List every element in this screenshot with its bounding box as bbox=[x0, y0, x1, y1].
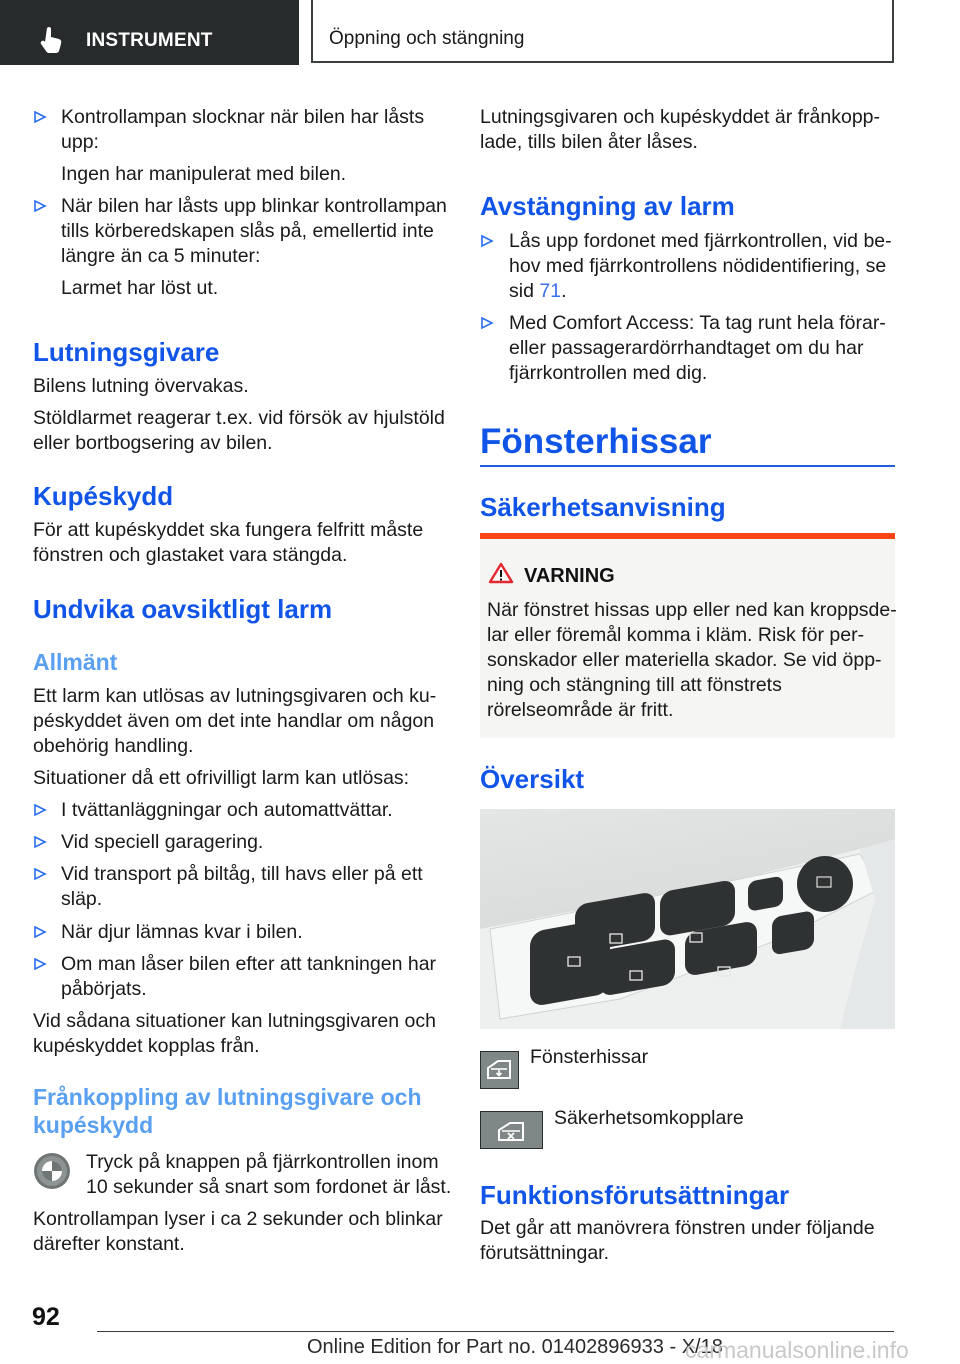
paragraph-line: kupéskyddet kopplas från. bbox=[33, 1035, 260, 1057]
door-panel-illustration bbox=[480, 809, 895, 1029]
safety-switch-icon bbox=[480, 1111, 543, 1149]
heading-kupeskydd: Kupéskydd bbox=[33, 481, 174, 511]
paragraph-line: lade, tills bilen åter låses. bbox=[480, 131, 698, 153]
bullet-text-line: Lås upp fordonet med fjärrkontrollen, vid be- bbox=[509, 230, 892, 252]
bullet-text-line: fjärrkontrollen med dig. bbox=[509, 362, 708, 384]
warning-triangle-icon bbox=[488, 562, 514, 584]
triangle-bullet-icon bbox=[480, 316, 494, 330]
subheading-frankoppling-cont: kupéskydd bbox=[33, 1112, 154, 1138]
page-link-71[interactable]: 71 bbox=[539, 280, 562, 302]
triangle-bullet-icon bbox=[33, 199, 47, 213]
warning-text-line: lar eller föremål komma i kläm. Risk för per- bbox=[487, 624, 865, 646]
list-item: När djur lämnas kvar i bilen. bbox=[61, 921, 303, 943]
paragraph-line: péskyddet även om det inte handlar om någon bbox=[33, 710, 435, 732]
triangle-bullet-icon bbox=[33, 835, 47, 849]
paragraph-line: därefter konstant. bbox=[33, 1233, 185, 1255]
section-tab bbox=[0, 0, 299, 65]
bullet-text-line: upp: bbox=[61, 131, 99, 153]
bullet-text-line: När bilen har låsts upp blinkar kontrollampan bbox=[61, 195, 447, 217]
text: . bbox=[561, 280, 567, 302]
paragraph-line: Stöldlarmet reagerar t.ex. vid försök av hjulstöld bbox=[33, 407, 445, 429]
warning-text-line: ning och stängning till att fönstrets bbox=[487, 674, 782, 696]
paragraph-line: Ett larm kan utlösas av lutningsgivaren och ku- bbox=[33, 685, 437, 707]
icon-text-line: 10 sekunder så snart som fordonet är låst. bbox=[86, 1176, 452, 1198]
list-item: släp. bbox=[61, 888, 103, 910]
chapter-title-box bbox=[311, 0, 894, 63]
window-switch-photo bbox=[480, 809, 895, 1029]
legend-label: Fönsterhissar bbox=[530, 1046, 649, 1068]
bullet-text-line: Kontrollampan slocknar när bilen har låsts bbox=[61, 106, 425, 128]
paragraph-line: Lutningsgivaren och kupéskyddet är frånkopp- bbox=[480, 106, 880, 128]
heading-oversikt: Översikt bbox=[480, 764, 585, 794]
heading-sakerhetsanvisning: Säkerhetsanvisning bbox=[480, 492, 726, 522]
paragraph-line: förutsättningar. bbox=[480, 1242, 609, 1264]
paragraph-line: Vid sådana situationer kan lutningsgivaren och bbox=[33, 1010, 436, 1032]
footer-rule bbox=[97, 1331, 894, 1332]
heading-lutningsgivare: Lutningsgivare bbox=[33, 337, 220, 367]
bullet-note: Larmet har löst ut. bbox=[61, 277, 219, 299]
heading-undvika-larm: Undvika oavsiktligt larm bbox=[33, 594, 333, 624]
triangle-bullet-icon bbox=[480, 234, 494, 248]
bullet-text-line: Med Comfort Access: Ta tag runt hela förar- bbox=[509, 312, 886, 334]
list-item: Vid transport på biltåg, till havs eller på ett bbox=[61, 863, 423, 885]
heading-avstangning: Avstängning av larm bbox=[480, 191, 735, 221]
paragraph-line: För att kupéskyddet ska fungera felfritt måste bbox=[33, 519, 424, 541]
warning-box bbox=[480, 533, 895, 738]
bullet-text-line: längre än ca 5 minuter: bbox=[61, 245, 261, 267]
warning-text-line: sonskador eller materiella skador. Se vid öpp- bbox=[487, 649, 882, 671]
icon-text-line: Tryck på knappen på fjärrkontrollen inom bbox=[86, 1151, 439, 1173]
paragraph-line: Kontrollampan lyser i ca 2 sekunder och blinkar bbox=[33, 1208, 443, 1230]
heading-funktionsforutsattningar: Funktionsförutsättningar bbox=[480, 1180, 790, 1210]
text: sid bbox=[509, 280, 540, 302]
list-item: påbörjats. bbox=[61, 978, 147, 1000]
bullet-text-line: eller passagerardörrhandtaget om du har bbox=[509, 337, 864, 359]
list-item: Om man låser bilen efter att tankningen har bbox=[61, 953, 437, 975]
paragraph-line: obehörig handling. bbox=[33, 735, 194, 757]
subheading-allmant: Allmänt bbox=[33, 649, 118, 675]
paragraph: Situationer då ett ofrivilligt larm kan utlösas: bbox=[33, 767, 410, 789]
bmw-key-button-icon bbox=[33, 1152, 71, 1190]
hand-pointer-icon bbox=[40, 26, 64, 54]
bullet-text-line: hov med fjärrkontrollens nödidentifiering, se bbox=[509, 255, 887, 277]
paragraph-line: eller bortbogsering av bilen. bbox=[33, 432, 273, 454]
paragraph-line: fönstren och glastaket vara stängda. bbox=[33, 544, 348, 566]
chapter-title: Öppning och stängning bbox=[329, 28, 525, 49]
paragraph-line: Det går att manövrera fönstren under följande bbox=[480, 1217, 875, 1239]
bullet-text-line bbox=[509, 279, 566, 304]
watermark: carmanualsonline.info bbox=[685, 1337, 909, 1363]
bullet-text-line: tills körberedskapen slås på, emellertid inte bbox=[61, 220, 434, 242]
bullet-note: Ingen har manipulerat med bilen. bbox=[61, 163, 347, 185]
warning-text-line: När fönstret hissas upp eller ned kan kroppsde- bbox=[487, 599, 897, 621]
paragraph: Bilens lutning övervakas. bbox=[33, 375, 249, 397]
window-lifter-icon bbox=[480, 1051, 519, 1089]
warning-label: VARNING bbox=[524, 565, 615, 587]
triangle-bullet-icon bbox=[33, 110, 47, 124]
triangle-bullet-icon bbox=[33, 957, 47, 971]
section-tab-label: INSTRUMENT bbox=[86, 30, 213, 51]
edition-text: Online Edition for Part no. 01402896933 - X/18 bbox=[307, 1336, 723, 1358]
list-item: I tvättanläggningar och automattvättar. bbox=[61, 799, 393, 821]
triangle-bullet-icon bbox=[33, 867, 47, 881]
warning-text-line: rörelseområde är fritt. bbox=[487, 699, 674, 721]
page-number: 92 bbox=[32, 1303, 60, 1331]
list-item: Vid speciell garagering. bbox=[61, 831, 264, 853]
triangle-bullet-icon bbox=[33, 803, 47, 817]
legend-label: Säkerhetsomkopplare bbox=[554, 1107, 744, 1129]
triangle-bullet-icon bbox=[33, 925, 47, 939]
chapter-heading-fonsterhissar: Fönsterhissar bbox=[480, 422, 712, 461]
heading-rule bbox=[480, 465, 895, 467]
subheading-frankoppling: Frånkoppling av lutningsgivare och bbox=[33, 1084, 422, 1110]
